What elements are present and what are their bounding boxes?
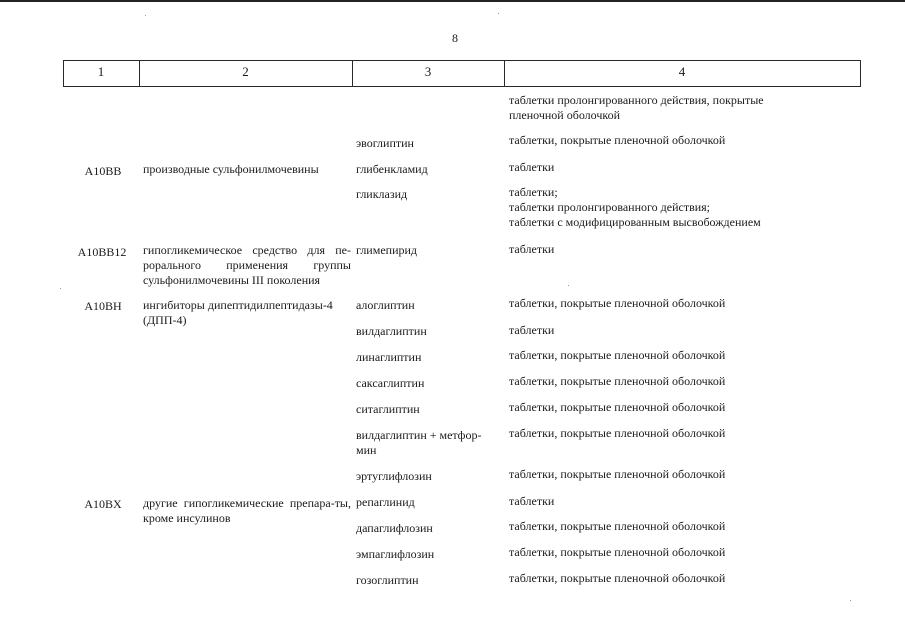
dosage-form: таблетки, покрытые пленочной оболочкой — [509, 545, 726, 559]
column-header-2: 2 — [242, 64, 249, 79]
scan-speck — [850, 600, 851, 601]
column-header-1: 1 — [97, 64, 105, 79]
dosage-form: таблетки, покрытые пленочной оболочкой — [509, 571, 726, 585]
header-top-rule — [63, 60, 861, 61]
dosage-form: таблетки — [509, 160, 555, 174]
dosage-form: таблетки, покрытые пленочной оболочкой — [509, 400, 726, 414]
drug-name: вилдаглиптин — [356, 324, 427, 338]
dosage-form: таблетки, покрытые пленочной оболочкой — [509, 374, 726, 388]
dosage-form: таблетки, покрытые пленочной оболочкой — [509, 426, 726, 440]
dosage-form: таблетки, покрытые пленочной оболочкой — [509, 296, 726, 310]
scan-speck — [145, 15, 146, 16]
header-divider — [860, 60, 861, 87]
dosage-form: таблетки — [509, 494, 555, 508]
atc-group: гипогликемическое средство для пе-рорального применения группы сульфонилмочевины III поколения — [143, 243, 351, 287]
dosage-form — [509, 185, 859, 230]
column-header-4: 4 — [678, 64, 686, 79]
drug-name: ситаглиптин — [356, 402, 420, 416]
drug-name: саксаглиптин — [356, 376, 425, 390]
dosage-form-line: таблетки с модифицированным высвобождением — [509, 215, 761, 229]
drug-name: эмпаглифлозин — [356, 547, 435, 561]
atc-code: A10BX — [84, 497, 122, 511]
atc-code: A10BB — [84, 164, 122, 178]
dosage-form: таблетки, покрытые пленочной оболочкой — [509, 133, 726, 147]
atc-code: A10BH — [84, 299, 122, 313]
drug-name: эвоглиптин — [356, 136, 414, 150]
dosage-form: таблетки, покрытые пленочной оболочкой — [509, 519, 726, 533]
drug-name: глимепирид — [356, 243, 418, 257]
scan-speck — [498, 13, 499, 14]
dosage-form: таблетки — [509, 323, 555, 337]
drug-name: гозоглиптин — [356, 573, 419, 587]
atc-group: производные сульфонилмочевины — [143, 162, 319, 176]
page-number: 8 — [452, 31, 458, 45]
dosage-form: таблетки, покрытые пленочной оболочкой — [509, 467, 726, 481]
header-bottom-rule — [63, 86, 861, 87]
dosage-form: таблетки, покрытые пленочной оболочкой — [509, 348, 726, 362]
dosage-form: таблетки пролонгированного действия, покрытые пленочной оболочкой — [509, 93, 764, 122]
scan-speck — [568, 285, 569, 286]
drug-name: глибенкламид — [356, 162, 428, 176]
atc-group: другие гипогликемические препара-ты, кроме инсулинов — [143, 496, 351, 525]
drug-name: линаглиптин — [356, 350, 422, 364]
dosage-form-line: таблетки; — [509, 185, 558, 199]
dosage-form: таблетки — [509, 242, 555, 256]
atc-group: ингибиторы дипептидилпептидазы-4 (ДПП-4) — [143, 298, 333, 327]
drug-name: алоглиптин — [356, 298, 415, 312]
drug-name: вилдаглиптин + метфор-мин — [356, 428, 482, 457]
drug-name: репаглинид — [356, 495, 415, 509]
scan-speck — [60, 288, 61, 289]
drug-name: дапаглифлозин — [356, 521, 433, 535]
scan-top-edge — [0, 0, 905, 2]
drug-name: гликлазид — [356, 187, 408, 201]
drug-name: эртуглифлозин — [356, 469, 432, 483]
column-header-3: 3 — [424, 64, 432, 79]
atc-code: A10BB12 — [77, 245, 127, 259]
dosage-form-line: таблетки пролонгированного действия; — [509, 200, 711, 214]
